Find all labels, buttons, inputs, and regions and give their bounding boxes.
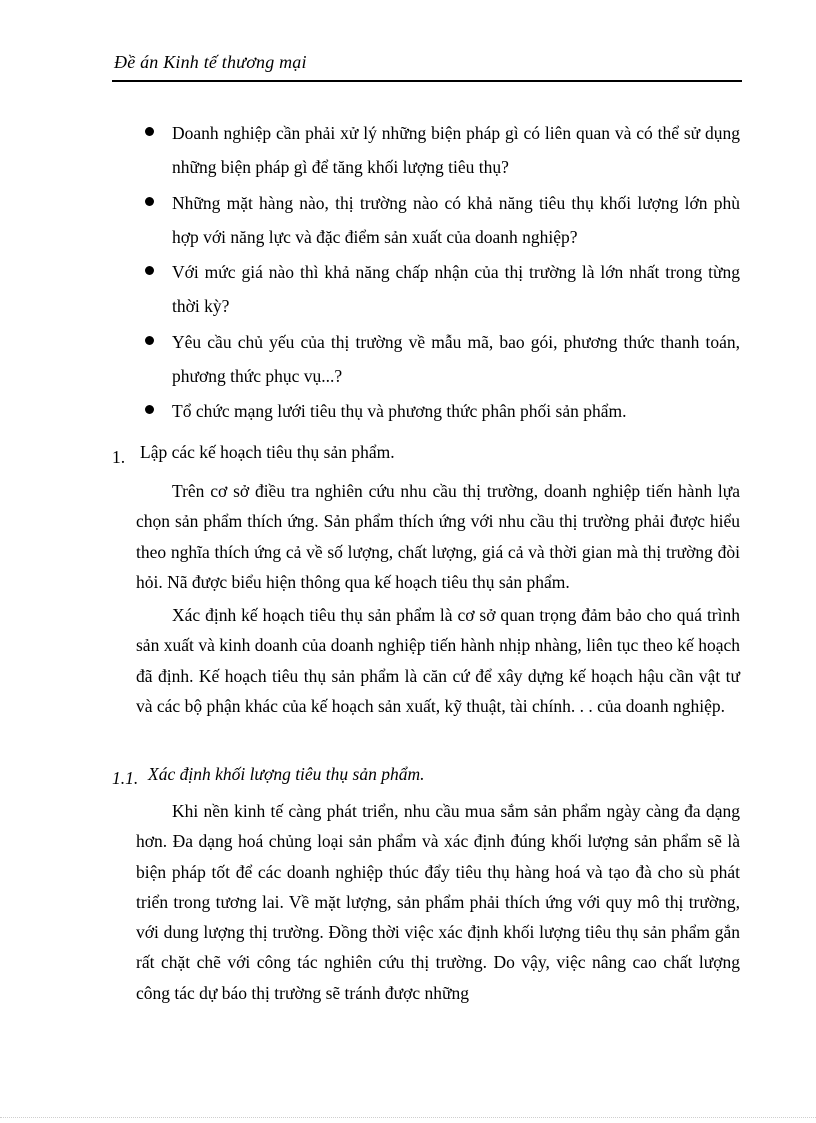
list-item — [140, 325, 740, 393]
bullet-icon — [145, 197, 154, 206]
list-item-text: Tổ chức mạng lưới tiêu thụ và phương thức phân phối sản phẩm. — [172, 401, 627, 421]
section-heading-1 — [112, 442, 395, 467]
bullet-icon — [145, 405, 154, 414]
section-title: Xác định khối lượng tiêu thụ sản phẩm. — [148, 764, 425, 784]
section-number: 1. — [112, 447, 126, 467]
list-item-text: Những mặt hàng nào, thị trường nào có khả năng tiêu thụ khối lượng lớn phù hợp với năng lực và đặc điểm sản xuất của doanh nghiệp? — [172, 192, 740, 247]
paragraph: Trên cơ sở điều tra nghiên cứu nhu cầu thị trường, doanh nghiệp tiến hành lựa chọn sản phẩm thích ứng. Sản phẩm thích ứng với nhu cầu thị trường phải được hiểu theo nghĩa thích ứng cả về số lượng, chất lượng, giá cả và thời gian mà thị trường đòi hỏi. Nã được biểu hiện thông qua kế hoạch tiêu thụ sản phẩm. — [136, 481, 740, 592]
header-title: Đề án Kinh tế thương mại — [114, 52, 307, 72]
list-item-text: Yêu cầu chủ yếu của thị trường về mẫu mã, bao gói, phương thức thanh toán, phương thức phục vụ...? — [172, 331, 740, 386]
bullet-icon — [145, 127, 154, 136]
paragraph: Xác định kế hoạch tiêu thụ sản phẩm là cơ sở quan trọng đảm bảo cho quá trình sản xuất và kinh doanh của doanh nghiệp tiến hành nhịp nhàng, liên tục theo kế hoạch đã định. Kế hoạch tiêu thụ sản phẩm là căn cứ để xây dựng kế hoạch hậu cần vật tư và các bộ phận khác của kế hoạch sản xuất, kỹ thuật, tài chính. . . của doanh nghiệp. — [136, 605, 740, 716]
section-title: Lập các kế hoạch tiêu thụ sản phẩm. — [140, 442, 395, 462]
list-item — [140, 116, 740, 184]
paragraph: Khi nền kinh tế càng phát triển, nhu cầu mua sắm sản phẩm ngày càng đa dạng hơn. Đa dạng hoá chủng loại sản phẩm và xác định đúng khối lượng sản phẩm sẽ là biện pháp tốt để các doanh nghiệp thúc đẩy tiêu thụ hàng hoá và tạo đà cho sù phát triển trong tương lai. Về mặt lượng, sản phẩm phải thích ứng với quy mô thị trường, với dung lượng thị trường. Đồng thời việc xác định khối lượng tiêu thụ sản phẩm gắn rất chặt chẽ với công tác nghiên cứu thị trường. Do vậy, việc nâng cao chất lượng công tác dự báo thị trường sẽ tránh được những — [136, 801, 740, 1003]
list-item — [140, 186, 740, 254]
section-number: 1.1. — [112, 768, 139, 788]
bullet-icon — [145, 266, 154, 275]
list-item-text: Doanh nghiệp cần phải xử lý những biện pháp gì có liên quan và có thể sử dụng những biện pháp gì để tăng khối lượng tiêu thụ? — [172, 123, 740, 177]
list-item — [140, 394, 740, 428]
page-header — [112, 50, 742, 82]
page-bottom-divider — [0, 1117, 816, 1118]
bullet-list — [140, 116, 740, 430]
list-item-text: Với mức giá nào thì khả năng chấp nhận của thị trường là lớn nhất trong từng thời kỳ? — [172, 262, 740, 316]
list-item — [140, 255, 740, 323]
bullet-icon — [145, 336, 154, 345]
section-heading-1-1 — [112, 764, 425, 788]
